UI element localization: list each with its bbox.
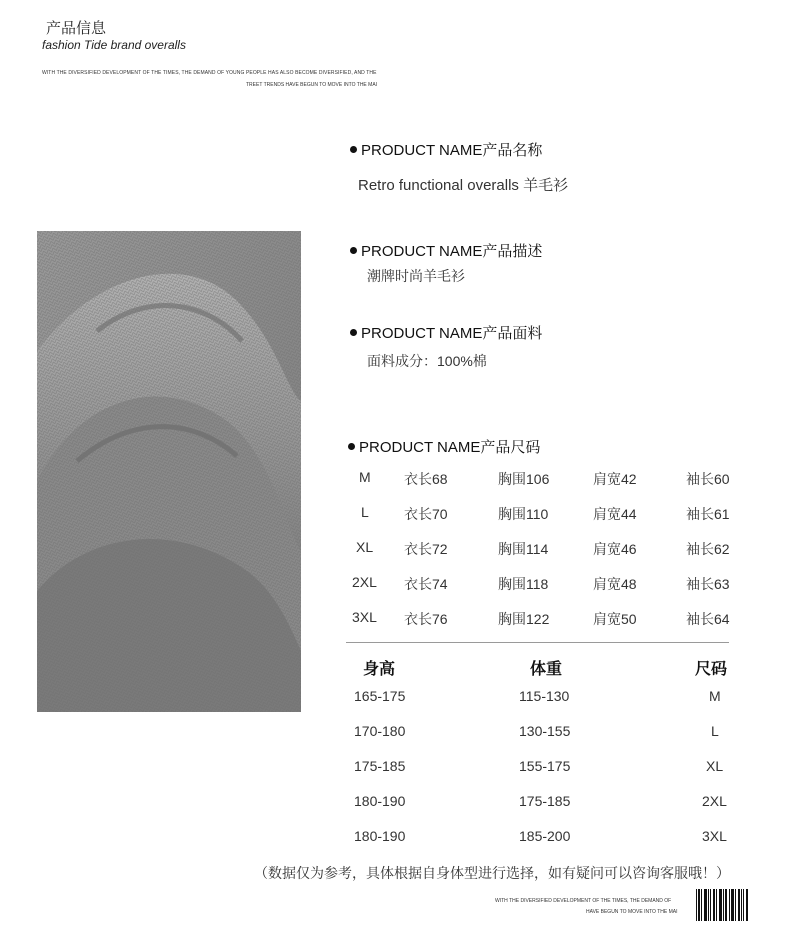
bullet-icon — [348, 443, 355, 450]
header-weight: 体重 — [530, 661, 563, 678]
height-range: 170-180 — [354, 723, 406, 739]
section-title-name: PRODUCT NAME产品名称 — [350, 139, 542, 160]
weight-range: 115-130 — [519, 688, 570, 704]
shoulder-value: 肩宽44 — [593, 506, 637, 522]
bullet-icon — [350, 247, 357, 254]
chest-value: 胸围122 — [498, 611, 550, 627]
sleeve-value: 袖长62 — [686, 541, 730, 557]
header-size: 尺码 — [695, 661, 728, 678]
size-label: 2XL — [352, 574, 377, 590]
sleeve-value: 袖长60 — [686, 471, 730, 487]
fit-row — [346, 793, 738, 813]
height-range: 180-190 — [354, 793, 406, 809]
fit-size: 2XL — [702, 793, 727, 809]
footer-tagline: WITH THE DIVERSIFIED DEVELOPMENT OF THE TIMES, THE DEMAND OF — [495, 898, 672, 904]
bullet-icon — [350, 329, 357, 336]
sleeve-value: 袖长61 — [686, 506, 730, 522]
section-title-fabric: PRODUCT NAME产品面料 — [350, 322, 542, 343]
size-label: L — [361, 504, 369, 520]
weight-range: 130-155 — [519, 723, 571, 739]
size-label: 3XL — [352, 609, 377, 625]
length-value: 衣长68 — [404, 471, 448, 487]
size-row — [346, 574, 738, 594]
reference-note: （数据仅为参考，具体根据自身体型进行选择，如有疑问可以咨询客服哦！） — [254, 865, 730, 881]
fit-row — [346, 758, 738, 778]
weight-range: 175-185 — [519, 793, 571, 809]
shoulder-value: 肩宽50 — [593, 611, 637, 627]
product-name-value: Retro functional overalls 羊毛衫 — [358, 177, 569, 194]
fit-row — [346, 828, 738, 848]
header-height: 身高 — [363, 661, 396, 678]
page-subtitle: fashion Tide brand overalls — [42, 38, 186, 52]
length-value: 衣长72 — [404, 541, 448, 557]
length-value: 衣长70 — [404, 506, 448, 522]
length-value: 衣长76 — [404, 611, 448, 627]
product-desc-value: 潮牌时尚羊毛衫 — [367, 268, 465, 284]
height-range: 165-175 — [354, 688, 406, 704]
header-tagline: WITH THE DIVERSIFIED DEVELOPMENT OF THE TIMES, THE DEMAND OF YOUNG PEOPLE HAS ALSO BECOME DIVERSIFIED, AND THE — [42, 70, 377, 76]
divider — [346, 642, 729, 643]
fit-row — [346, 688, 738, 708]
fit-size: XL — [706, 758, 724, 774]
height-range: 175-185 — [354, 758, 406, 774]
sleeve-value: 袖长63 — [686, 576, 730, 592]
weight-range: 185-200 — [519, 828, 571, 844]
knit-fabric-photo — [37, 231, 301, 712]
size-row — [346, 609, 738, 629]
shoulder-value: 肩宽42 — [593, 471, 637, 487]
bullet-icon — [350, 146, 357, 153]
chest-value: 胸围118 — [498, 576, 549, 592]
length-value: 衣长74 — [404, 576, 448, 592]
header-tagline-cont: TREET TRENDS HAVE BEGUN TO MOVE INTO THE MAI — [246, 82, 378, 88]
fit-row — [346, 723, 738, 743]
weight-range: 155-175 — [519, 758, 571, 774]
chest-value: 胸围110 — [498, 506, 549, 522]
size-row — [346, 469, 738, 489]
sleeve-value: 袖长64 — [686, 611, 730, 627]
section-title-size: PRODUCT NAME产品尺码 — [348, 436, 540, 457]
product-fabric-value: 面料成分：100%棉 — [367, 353, 487, 369]
shoulder-value: 肩宽48 — [593, 576, 637, 592]
section-title-desc: PRODUCT NAME产品描述 — [350, 240, 542, 261]
size-label: XL — [356, 539, 374, 555]
page-title: 产品信息 — [46, 20, 107, 37]
shoulder-value: 肩宽46 — [593, 541, 637, 557]
fit-size: M — [709, 688, 721, 704]
fit-table-header — [346, 656, 738, 678]
chest-value: 胸围114 — [498, 541, 549, 557]
barcode-icon — [696, 889, 748, 921]
size-row — [346, 504, 738, 524]
fit-size: 3XL — [702, 828, 727, 844]
height-range: 180-190 — [354, 828, 406, 844]
size-row — [346, 539, 738, 559]
size-label: M — [359, 469, 371, 485]
fit-size: L — [711, 723, 719, 739]
footer-tagline-cont: HAVE BEGUN TO MOVE INTO THE MAI — [586, 909, 678, 915]
chest-value: 胸围106 — [498, 471, 550, 487]
